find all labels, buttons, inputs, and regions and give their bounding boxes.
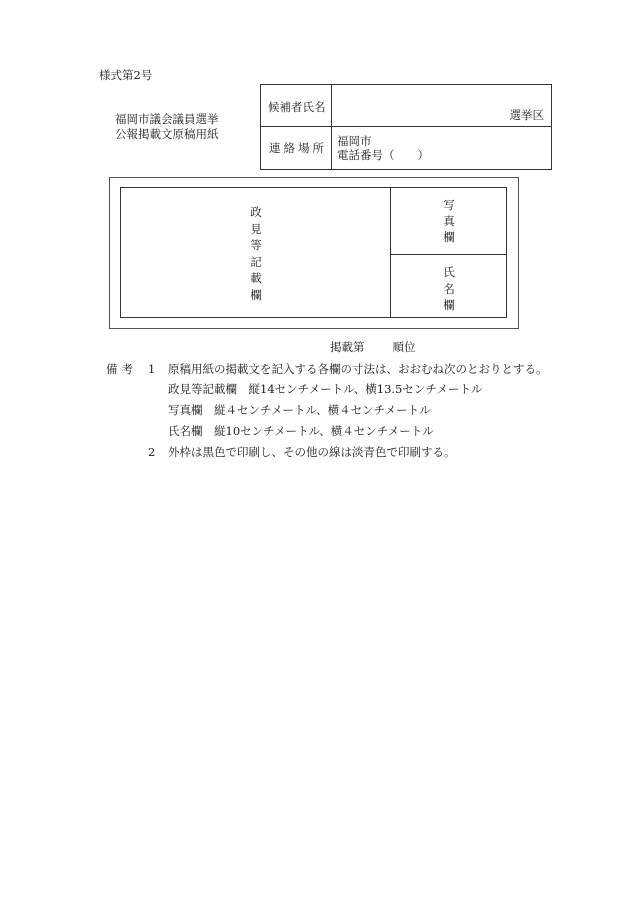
- notes-label: 備考: [106, 362, 137, 376]
- note-2-text: 外枠は黒色で印刷し、その他の線は淡青色で印刷する。: [168, 445, 456, 459]
- contact-city: 福岡市: [337, 134, 372, 148]
- document-title: [115, 112, 219, 142]
- candidate-name-row: [261, 85, 551, 127]
- column-divider: [390, 188, 391, 317]
- rank-line: [330, 340, 416, 354]
- note-1-sub-name: 氏名欄 縦10センチメートル、横４センチメートル: [168, 424, 434, 438]
- title-line-2: 公報掲載文原稿用紙: [115, 127, 219, 141]
- form-number: 様式第2号: [99, 68, 153, 82]
- candidate-name-label: 候補者氏名: [268, 100, 326, 114]
- contact-row: [261, 127, 551, 170]
- name-column-label: 氏 名 欄: [443, 265, 455, 312]
- district-suffix: 選挙区: [509, 108, 544, 122]
- candidate-info-table: [260, 84, 552, 170]
- title-line-1: 福岡市議会議員選挙: [115, 112, 219, 126]
- note-1-number: 1: [148, 362, 156, 376]
- contact-phone: 電話番号（ ）: [337, 148, 429, 162]
- rank-prefix: 掲載第: [330, 340, 365, 354]
- table-divider: [331, 85, 332, 169]
- contact-label: 連絡場所: [269, 141, 327, 155]
- opinion-column-label: 政 見 等 記 載 欄: [250, 205, 262, 302]
- note-1-text: 原稿用紙の掲載文を記入する各欄の寸法は、おおむね次のとおりとする。: [168, 362, 548, 376]
- note-1-sub-photo: 写真欄 縦４センチメートル、横４センチメートル: [168, 403, 431, 417]
- row-divider: [390, 254, 507, 255]
- note-1-sub-opinion: 政見等記載欄 縦14センチメートル、横13.5センチメートル: [168, 382, 483, 396]
- photo-column-label: 写 真 欄: [443, 198, 455, 244]
- manuscript-grid: [120, 187, 507, 318]
- rank-suffix: 順位: [392, 340, 416, 354]
- note-2-number: 2: [148, 445, 156, 459]
